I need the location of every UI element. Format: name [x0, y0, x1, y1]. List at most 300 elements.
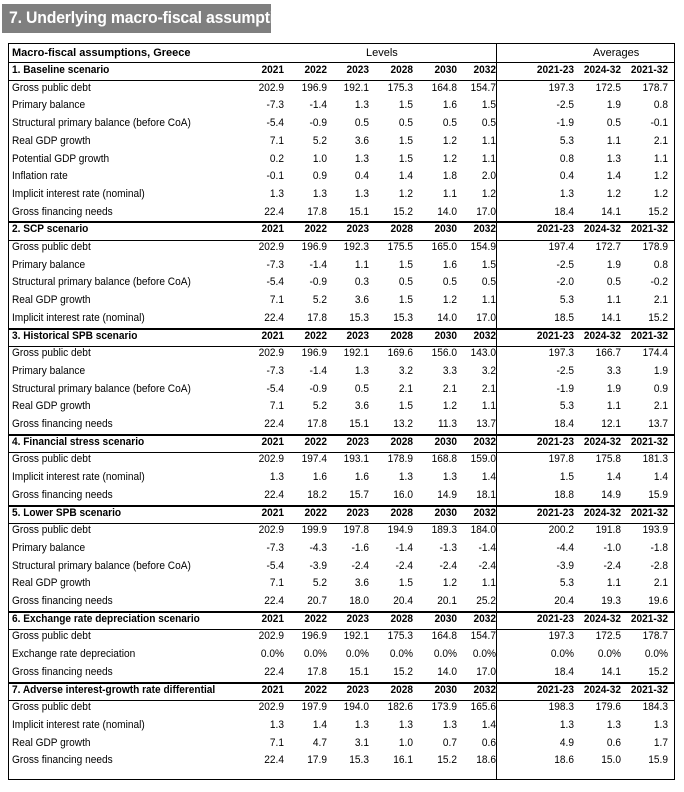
cell-value: 0.0%	[597, 648, 621, 661]
cell-value: 1.4	[606, 170, 621, 183]
cell-value: 13.2	[393, 418, 413, 430]
year-header: 2028	[390, 612, 413, 625]
year-header: 2032	[473, 329, 496, 342]
cell-value: 13.7	[648, 418, 668, 430]
year-header: 2024-32	[583, 329, 621, 342]
cell-value: 196.9	[301, 347, 327, 360]
cell-value: 200.2	[548, 524, 574, 537]
year-header: 2023	[346, 506, 369, 519]
cell-value: 1.3	[559, 718, 574, 731]
section-header	[8, 222, 675, 239]
section-header	[8, 506, 675, 523]
cell-value: -7.3	[266, 258, 284, 271]
cell-value: 17.8	[307, 418, 327, 430]
cell-value: 1.2	[398, 187, 413, 200]
cell-value: -0.9	[309, 382, 327, 395]
table-row	[8, 293, 675, 310]
cell-value: 1.4	[481, 718, 496, 731]
cell-value: 1.1	[481, 577, 496, 590]
cell-value: 164.8	[431, 630, 457, 643]
cell-value: 193.9	[642, 524, 668, 537]
cell-value: 178.7	[642, 630, 668, 643]
year-header: 2021	[261, 435, 284, 448]
cell-value: 15.0	[601, 754, 621, 767]
year-header: 2021	[261, 506, 284, 519]
cell-value: -1.4	[309, 258, 327, 271]
table-row	[8, 523, 675, 540]
year-header: 2024-32	[583, 506, 621, 519]
cell-value: 1.3	[354, 187, 369, 200]
cell-value: 197.4	[548, 241, 574, 253]
cell-value: 17.9	[307, 754, 327, 767]
year-header: 2021-32	[630, 329, 668, 342]
cell-value: 1.2	[442, 400, 457, 413]
year-header: 2030	[434, 612, 457, 625]
year-header: 2021-32	[630, 612, 668, 625]
table-row	[8, 736, 675, 753]
cell-value: 1.1	[606, 577, 621, 590]
year-header: 2022	[304, 329, 327, 342]
cell-value: 0.3	[354, 276, 369, 289]
year-header: 2021-23	[536, 223, 574, 236]
year-header: 2021-32	[630, 506, 668, 519]
year-header: 2021-32	[630, 64, 668, 76]
row-label: Real GDP growth	[12, 294, 91, 307]
cell-value: 1.3	[269, 471, 284, 484]
cell-value: 154.7	[470, 81, 496, 94]
cell-value: 7.1	[269, 736, 284, 749]
cell-value: -4.3	[309, 541, 327, 554]
cell-value: 0.8	[653, 99, 668, 112]
cell-value: 3.3	[442, 364, 457, 377]
cell-value: 0.5	[354, 382, 369, 395]
cell-value: 3.6	[354, 134, 369, 147]
cell-value: 3.6	[354, 294, 369, 307]
table-row	[8, 116, 675, 133]
cell-value: -5.4	[266, 276, 284, 289]
cell-value: 0.6	[481, 736, 496, 749]
cell-value: 0.5	[398, 276, 413, 289]
cell-value: 1.2	[442, 294, 457, 307]
year-header: 2032	[473, 64, 496, 76]
section-title: 3. Historical SPB scenario	[12, 329, 138, 342]
year-header: 2021-23	[536, 329, 574, 342]
table-row	[8, 629, 675, 646]
year-header: 2022	[304, 683, 327, 696]
cell-value: 5.2	[312, 294, 327, 307]
cell-value: 202.9	[258, 241, 284, 253]
cell-value: 172.7	[595, 241, 621, 253]
cell-value: 12.1	[601, 418, 621, 430]
row-label: Primary balance	[12, 541, 86, 554]
cell-value: 22.4	[264, 311, 284, 324]
row-label: Gross financing needs	[12, 754, 113, 767]
cell-value: 5.3	[559, 294, 574, 307]
cell-value: 0.9	[312, 170, 327, 183]
year-header: 2028	[390, 329, 413, 342]
cell-value: 0.5	[442, 117, 457, 130]
cell-value: 1.1	[481, 152, 496, 165]
cell-value: 14.0	[437, 205, 457, 218]
row-label: Real GDP growth	[12, 577, 91, 590]
cell-value: 20.4	[554, 595, 574, 607]
cell-value: 184.0	[470, 524, 496, 537]
cell-value: 17.0	[476, 205, 496, 218]
cell-value: -1.9	[556, 382, 574, 395]
row-label: Structural primary balance (before CoA)	[12, 276, 191, 289]
cell-value: 0.5	[442, 276, 457, 289]
cell-value: 159.0	[470, 453, 496, 466]
cell-value: 1.3	[442, 718, 457, 731]
cell-value: 5.3	[559, 134, 574, 147]
table-row	[8, 399, 675, 416]
cell-value: 1.0	[312, 152, 327, 165]
cell-value: -3.9	[309, 559, 327, 572]
year-header: 2022	[304, 435, 327, 448]
cell-value: 197.8	[548, 453, 574, 466]
cell-value: 7.1	[269, 294, 284, 307]
cell-value: -1.4	[478, 541, 496, 554]
cell-value: 14.1	[601, 205, 621, 218]
cell-value: 1.5	[559, 471, 574, 484]
cell-value: 0.0%	[472, 648, 496, 661]
cell-value: 1.1	[481, 400, 496, 413]
cell-value: 14.1	[601, 311, 621, 324]
year-header: 2023	[346, 612, 369, 625]
cell-value: 0.2	[269, 152, 284, 165]
cell-value: 22.4	[264, 418, 284, 430]
cell-value: 1.1	[606, 294, 621, 307]
row-label: Gross public debt	[12, 453, 91, 466]
cell-value: 172.5	[595, 630, 621, 643]
row-label: Structural primary balance (before CoA)	[12, 559, 191, 572]
cell-value: -0.2	[650, 276, 668, 289]
year-header: 2032	[473, 506, 496, 519]
cell-value: 22.4	[264, 595, 284, 607]
cell-value: 15.3	[349, 311, 369, 324]
table-row	[8, 576, 675, 593]
cell-value: 1.2	[653, 170, 668, 183]
cell-value: 1.3	[354, 99, 369, 112]
cell-value: 178.9	[642, 241, 668, 253]
cell-value: 19.3	[601, 595, 621, 607]
table-row	[8, 152, 675, 169]
cell-value: 165.6	[470, 701, 496, 714]
cell-value: 0.5	[398, 117, 413, 130]
year-header: 2023	[346, 64, 369, 76]
cell-value: 156.0	[431, 347, 457, 360]
cell-value: 202.9	[258, 453, 284, 466]
cell-value: 0.9	[653, 382, 668, 395]
cell-value: 2.1	[481, 382, 496, 395]
cell-value: -2.5	[556, 99, 574, 112]
cell-value: 1.3	[398, 718, 413, 731]
table-row	[8, 240, 675, 257]
cell-value: 175.5	[387, 241, 413, 253]
table-row	[8, 665, 675, 682]
cell-value: 25.2	[476, 595, 496, 607]
year-header: 2022	[304, 506, 327, 519]
cell-value: 178.9	[387, 453, 413, 466]
table-row	[8, 488, 675, 505]
cell-value: 202.9	[258, 524, 284, 537]
table-row	[8, 382, 675, 399]
year-header: 2028	[390, 64, 413, 76]
cell-value: 18.5	[554, 311, 574, 324]
year-header: 2021	[261, 223, 284, 236]
cell-value: -5.4	[266, 382, 284, 395]
cell-value: 0.0%	[260, 648, 284, 661]
year-header: 2022	[304, 612, 327, 625]
section-header	[8, 683, 675, 700]
cell-value: -2.4	[439, 559, 457, 572]
cell-value: 1.3	[312, 187, 327, 200]
year-header: 2024-32	[583, 223, 621, 236]
cell-value: 0.5	[481, 276, 496, 289]
cell-value: 18.4	[554, 418, 574, 430]
cell-value: 1.1	[606, 134, 621, 147]
cell-value: -1.6	[351, 541, 369, 554]
cell-value: 4.7	[312, 736, 327, 749]
cell-value: 1.6	[442, 258, 457, 271]
cell-value: -3.9	[556, 559, 574, 572]
year-header: 2024-32	[583, 435, 621, 448]
cell-value: 0.5	[606, 276, 621, 289]
table-row	[8, 541, 675, 558]
section-header	[8, 612, 675, 629]
cell-value: 1.3	[559, 187, 574, 200]
year-header: 2021	[261, 329, 284, 342]
cell-value: -2.8	[650, 559, 668, 572]
cell-value: 15.9	[648, 488, 668, 501]
year-header: 2021	[261, 683, 284, 696]
row-label: Real GDP growth	[12, 400, 91, 413]
cell-value: 2.1	[442, 382, 457, 395]
cell-value: 15.2	[437, 754, 457, 767]
section-title: 5. Lower SPB scenario	[12, 506, 122, 519]
cell-value: 18.6	[476, 754, 496, 767]
cell-value: 5.2	[312, 400, 327, 413]
cell-value: 1.4	[653, 471, 668, 484]
table-row	[8, 559, 675, 576]
cell-value: 1.8	[442, 170, 457, 183]
cell-value: 5.3	[559, 577, 574, 590]
row-label: Gross financing needs	[12, 488, 113, 501]
year-header: 2021-23	[536, 683, 574, 696]
cell-value: 179.6	[595, 701, 621, 714]
table-row	[8, 452, 675, 469]
cell-value: 143.0	[470, 347, 496, 360]
year-header: 2023	[346, 435, 369, 448]
row-label: Inflation rate	[12, 170, 68, 183]
row-label: Gross public debt	[12, 630, 91, 643]
cell-value: 1.5	[481, 258, 496, 271]
section-header	[8, 435, 675, 452]
cell-value: 1.3	[354, 364, 369, 377]
cell-value: 0.5	[481, 117, 496, 130]
row-label: Implicit interest rate (nominal)	[12, 311, 145, 324]
row-label: Exchange rate depreciation	[12, 648, 136, 661]
cell-value: 3.2	[398, 364, 413, 377]
year-header: 2021	[261, 64, 284, 76]
cell-value: 0.0%	[389, 648, 413, 661]
row-label: Gross public debt	[12, 524, 91, 537]
cell-value: 2.1	[653, 294, 668, 307]
year-header: 2024-32	[583, 612, 621, 625]
table-row	[8, 98, 675, 115]
cell-value: 0.0%	[644, 648, 668, 661]
year-header: 2021-23	[536, 64, 574, 76]
cell-value: 1.5	[398, 99, 413, 112]
cell-value: 169.6	[387, 347, 413, 360]
row-label: Structural primary balance (before CoA)	[12, 382, 191, 395]
cell-value: 194.0	[343, 701, 369, 714]
cell-value: 1.6	[312, 471, 327, 484]
levels-header: Levels	[366, 47, 398, 59]
table-title: Macro-fiscal assumptions, Greece	[12, 47, 191, 59]
cell-value: 16.0	[393, 488, 413, 501]
cell-value: 1.4	[606, 471, 621, 484]
cell-value: -1.0	[603, 541, 621, 554]
row-label: Gross financing needs	[12, 205, 113, 218]
cell-value: 16.1	[393, 754, 413, 767]
cell-value: 7.1	[269, 400, 284, 413]
cell-value: 196.9	[301, 81, 327, 94]
cell-value: 17.8	[307, 665, 327, 678]
cell-value: 0.4	[354, 170, 369, 183]
cell-value: 1.3	[442, 471, 457, 484]
cell-value: 18.6	[554, 754, 574, 767]
section-title: 1. Baseline scenario	[12, 64, 110, 76]
cell-value: 17.8	[307, 205, 327, 218]
cell-value: -1.4	[395, 541, 413, 554]
row-label: Gross public debt	[12, 347, 91, 360]
cell-value: -7.3	[266, 99, 284, 112]
cell-value: -2.4	[395, 559, 413, 572]
cell-value: 3.6	[354, 577, 369, 590]
row-label: Gross public debt	[12, 701, 91, 714]
cell-value: 0.5	[606, 117, 621, 130]
cell-value: 194.9	[387, 524, 413, 537]
table-row	[8, 311, 675, 328]
year-header: 2030	[434, 506, 457, 519]
cell-value: 15.3	[349, 754, 369, 767]
cell-value: 0.8	[559, 152, 574, 165]
cell-value: 2.1	[653, 400, 668, 413]
averages-header: Averages	[593, 47, 640, 59]
table-row	[8, 187, 675, 204]
cell-value: 3.1	[354, 736, 369, 749]
cell-value: 175.8	[595, 453, 621, 466]
cell-value: 1.3	[354, 718, 369, 731]
year-header: 2030	[434, 329, 457, 342]
cell-value: -7.3	[266, 541, 284, 554]
table-row	[8, 258, 675, 275]
cell-value: 17.0	[476, 311, 496, 324]
cell-value: 7.1	[269, 577, 284, 590]
cell-value: 17.8	[307, 311, 327, 324]
cell-value: 202.9	[258, 701, 284, 714]
cell-value: 18.4	[554, 665, 574, 678]
cell-value: 166.7	[595, 347, 621, 360]
table-row	[8, 346, 675, 363]
cell-value: 1.9	[606, 258, 621, 271]
cell-value: 1.4	[398, 170, 413, 183]
table-row	[8, 594, 675, 611]
cell-value: 2.1	[653, 577, 668, 590]
cell-value: 15.2	[393, 665, 413, 678]
year-header: 2023	[346, 223, 369, 236]
year-header: 2021-32	[630, 683, 668, 696]
cell-value: 1.1	[354, 258, 369, 271]
row-label: Implicit interest rate (nominal)	[12, 187, 145, 200]
year-header: 2028	[390, 435, 413, 448]
cell-value: 1.5	[398, 577, 413, 590]
row-label: Gross public debt	[12, 81, 91, 94]
row-label: Primary balance	[12, 258, 86, 271]
cell-value: 1.5	[398, 152, 413, 165]
year-header: 2032	[473, 612, 496, 625]
row-label: Implicit interest rate (nominal)	[12, 471, 145, 484]
cell-value: 1.5	[398, 134, 413, 147]
cell-value: -1.4	[309, 99, 327, 112]
cell-value: 175.3	[387, 81, 413, 94]
cell-value: 15.2	[648, 311, 668, 324]
year-header: 2021-23	[536, 506, 574, 519]
table-row	[8, 700, 675, 717]
cell-value: -0.9	[309, 276, 327, 289]
cell-value: 18.1	[476, 488, 496, 501]
cell-value: 14.0	[437, 665, 457, 678]
cell-value: 154.9	[470, 241, 496, 253]
cell-value: 196.9	[301, 630, 327, 643]
cell-value: 1.6	[354, 471, 369, 484]
table-row	[8, 275, 675, 292]
cell-value: 18.8	[554, 488, 574, 501]
cell-value: 192.3	[343, 241, 369, 253]
page-title: 7. Underlying macro-fiscal assumptions	[9, 8, 302, 27]
cell-value: 2.1	[653, 134, 668, 147]
cell-value: 198.3	[548, 701, 574, 714]
cell-value: 3.6	[354, 400, 369, 413]
cell-value: -7.3	[266, 364, 284, 377]
cell-value: -5.4	[266, 117, 284, 130]
cell-value: -5.4	[266, 559, 284, 572]
cell-value: 1.0	[398, 736, 413, 749]
cell-value: 1.5	[398, 294, 413, 307]
section-title: 4. Financial stress scenario	[12, 435, 145, 448]
cell-value: 189.3	[431, 524, 457, 537]
cell-value: 0.0%	[303, 648, 327, 661]
cell-value: 1.3	[606, 718, 621, 731]
cell-value: 197.3	[548, 347, 574, 360]
cell-value: 191.8	[595, 524, 621, 537]
cell-value: 1.3	[398, 471, 413, 484]
table-row	[8, 647, 675, 664]
cell-value: 1.5	[481, 99, 496, 112]
cell-value: 1.4	[312, 718, 327, 731]
cell-value: 20.1	[437, 595, 457, 607]
cell-value: 15.7	[349, 488, 369, 501]
row-label: Primary balance	[12, 364, 86, 377]
cell-value: 5.2	[312, 577, 327, 590]
cell-value: 20.4	[393, 595, 413, 607]
cell-value: 1.5	[398, 258, 413, 271]
cell-value: 14.1	[601, 665, 621, 678]
cell-value: 1.2	[442, 134, 457, 147]
cell-value: 11.3	[438, 418, 457, 430]
cell-value: 178.7	[642, 81, 668, 94]
